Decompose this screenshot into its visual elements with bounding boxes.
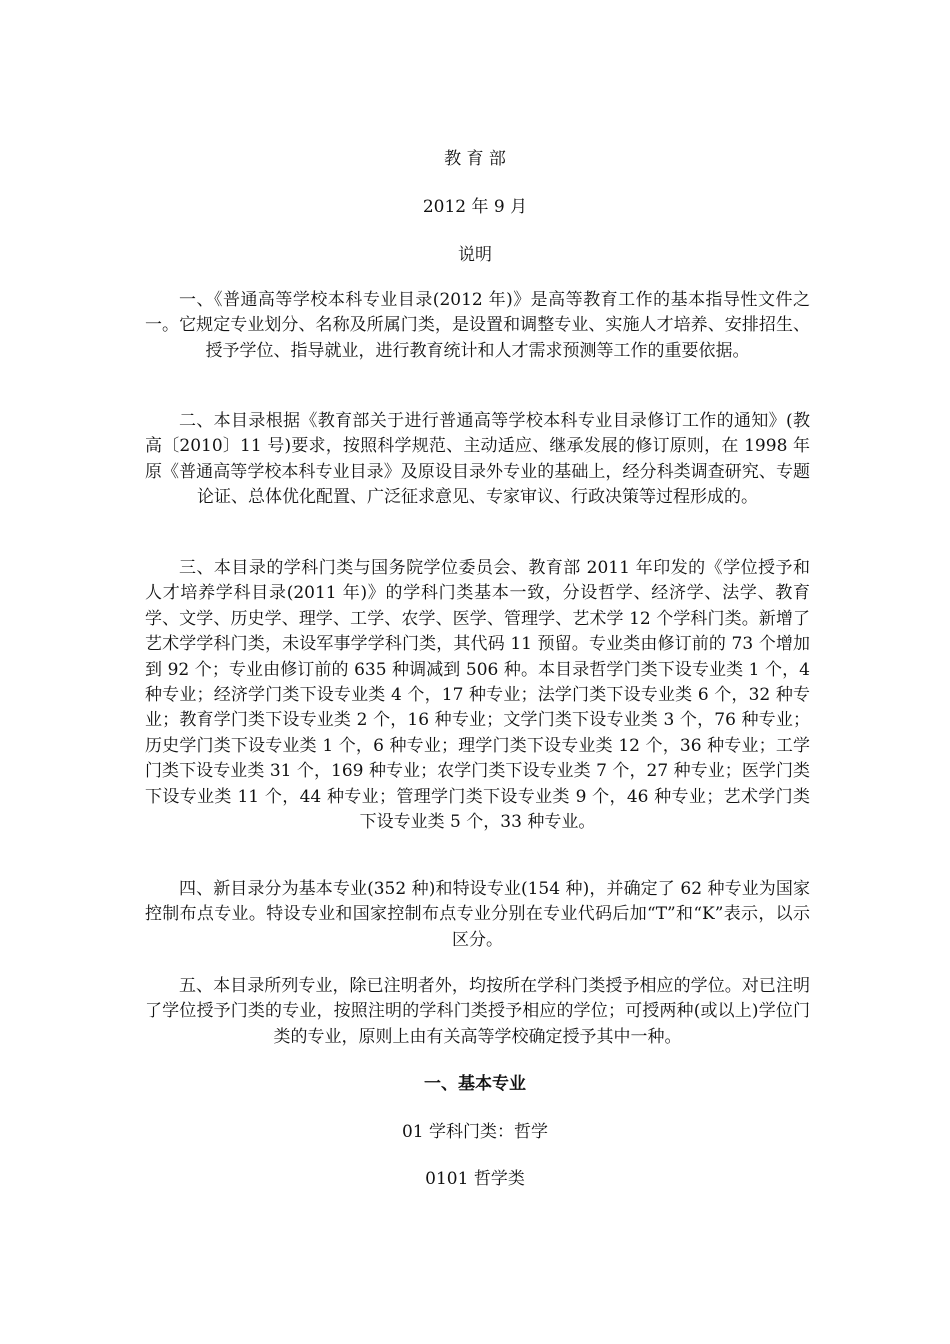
paragraph-3: 三、本目录的学科门类与国务院学位委员会、教育部 2011 年印发的《学位授予和人才培养学科目录(2011 年)》的学科门类基本一致，分设哲学、经济学、法学、教育学、文学、历史学、理学、工学、农学、医学、管理学、艺术学 12 个学科门类。新增了艺术学学科门类，未设军事学学科门类，其代码 11 预留。专业类由修订前的 73 个增加到 92 个；专业由修订前的 635 种调减到 506 种。本目录哲学门类下设专业类 1 个，4 种专业；经济学门类下设专业类 4 个，17 种专业；法学门类下设专业类 6 个，32 种专业；教育学门类下设专业类 2 个，16 种专业；文学门类下设专业类 3 个，76 种专业；历史学门类下设专业类 1 个，6 种专业；理学门类下设专业类 12 个，36 种专业；工学门类下设专业类 31 个，169 种专业；农学门类下设专业类 7 个，27 种专业；医学门类下设专业类 11 个，44 种专业；管理学门类下设专业类 9 个，46 种专业；艺术学门类下设专业类 5 个，33 种专业。 xyxy=(145,558,810,833)
category-heading: 0101 哲学类 xyxy=(425,1169,525,1189)
date-line: 2012 年 9 月 xyxy=(422,197,528,217)
section-title: 一、基本专业 xyxy=(424,1074,526,1094)
notes-title: 说明 xyxy=(458,245,492,265)
discipline-heading: 01 学科门类：哲学 xyxy=(401,1122,549,1142)
paragraph-5: 五、本目录所列专业，除已注明者外，均按所在学科门类授予相应的学位。对已注明了学位授予门类的专业，按照注明的学科门类授予相应的学位；可授两种(或以上)学位门类的专业，原则上由有关高等学校确定授予其中一种。 xyxy=(145,976,810,1047)
paragraph-1: 一、《普通高等学校本科专业目录(2012 年)》是高等教育工作的基本指导性文件之一。它规定专业划分、名称及所属门类，是设置和调整专业、实施人才培养、安排招生、授予学位、指导就业，进行教育统计和人才需求预测等工作的重要依据。 xyxy=(145,290,810,361)
issuer-line: 教 育 部 xyxy=(444,149,506,169)
paragraph-2: 二、本目录根据《教育部关于进行普通高等学校本科专业目录修订工作的通知》(教高〔2010〕11 号)要求，按照科学规范、主动适应、继承发展的修订原则，在 1998 年原《普通高等学校本科专业目录》及原设目录外专业的基础上，经分科类调查研究、专题论证、总体优化配置、广泛征求意见、专家审议、行政决策等过程形成的。 xyxy=(145,411,810,508)
paragraph-4: 四、新目录分为基本专业(352 种)和特设专业(154 种)，并确定了 62 种专业为国家控制布点专业。特设专业和国家控制布点专业分别在专业代码后加“T”和“K”表示，以示区分。 xyxy=(145,879,810,950)
